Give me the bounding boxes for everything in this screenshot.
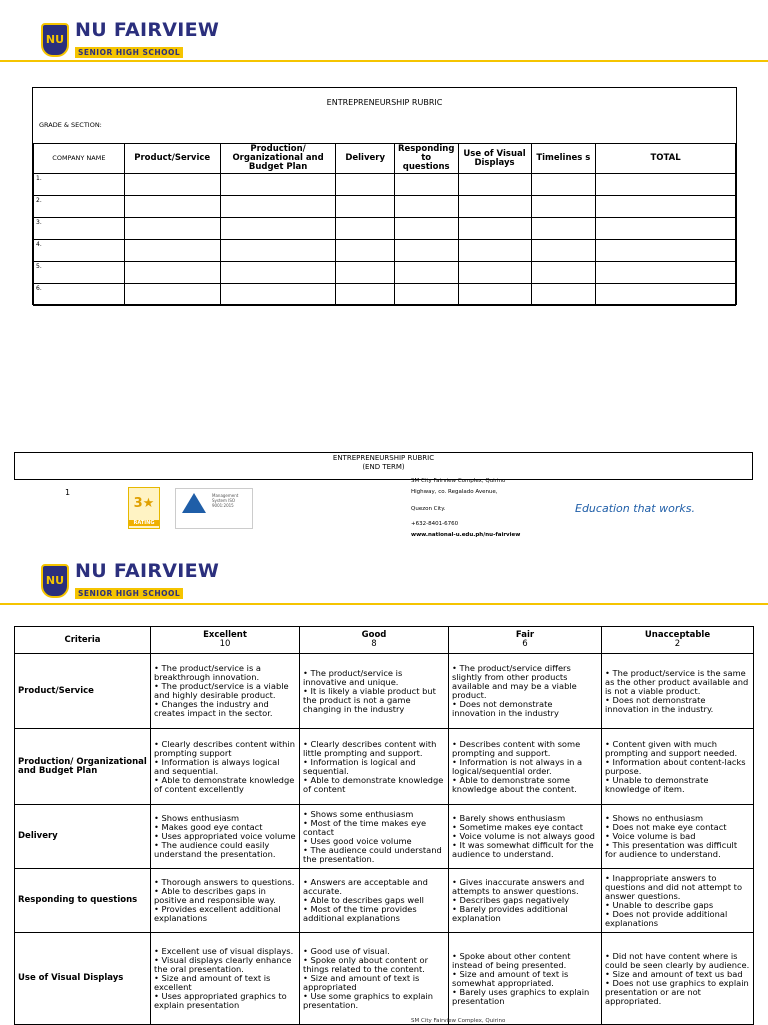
row-number: 4. [34,240,125,262]
rubric-cell: • Describes content with some prompting and support. • Information is not always in a logical/sequential order. • Able to demonstrate some knowledge about the content. [449,729,602,805]
row-number: 5. [34,262,125,284]
rubric-cell: • Barely shows enthusiasm • Sometime makes eye contact • Voice volume is not always good • It was somewhat difficult for the audience to understand. [449,805,602,869]
rubric-cell: • Answers are acceptable and accurate. • Able to describes gaps well • Most of the time provides additional explanations [300,869,449,933]
rubric-cell: • Excellent use of visual displays. • Visual displays clearly enhance the oral presentation. • Size and amount of text is excellent • Uses appropriated graphics to explain presentation [151,933,300,1025]
summary-header-row [34,144,736,174]
tagline: Education that works. [575,502,695,515]
header-delivery: Delivery [336,144,394,174]
rubric-cell: • Shows some enthusiasm • Most of the time makes eye contact • Uses good voice volume • The audience could understand the presentation. [300,805,449,869]
header-rule [0,60,768,62]
rubric-cell: • The product/service differs slightly from other products available and may be a viable product. • Does not demonstrate innovation in the industry [449,654,602,729]
row-number: 6. [34,284,125,306]
logo-name: NU FAIRVIEW [75,560,220,582]
header-good: Good 8 [300,627,449,654]
rubric-cell: • Gives inaccurate answers and attempts to answer questions. • Describes gaps negatively • Barely provides additional explanation [449,869,602,933]
rubric-cell: • Did not have content where is could be seen clearly by audience. • Size and amount of text us bad • Does not use graphics to explain presentation or are not appropriated. [602,933,754,1025]
rubric-row-responding [15,869,754,933]
tuv-triangle-icon [182,493,206,513]
criteria-label: Production/ Organizational and Budget Plan [15,729,151,805]
criteria-label: Delivery [15,805,151,869]
phone-number: +632-8401-6760 [411,521,459,527]
criteria-label: Product/Service [15,654,151,729]
rubric-table [14,626,754,1025]
rubric-cell: • Thorough answers to questions. • Able to describes gaps in positive and responsible way. • Provides excellent additional explanations [151,869,300,933]
footer-address [411,476,541,541]
school-logo [41,561,219,600]
rubric-row-visual-displays [15,933,754,1025]
school-crest-icon: NU [41,564,69,598]
row-number: 3. [34,218,125,240]
rubric-cell: • The product/service is the same as the other product available and is not a viable product. • Does not demonstrate innovation in the industry. [602,654,754,729]
header-production-plan: Production/ Organizational and Budget Plan [220,144,336,174]
summary-table [33,143,736,306]
school-logo [41,20,219,59]
rubric-row-production [15,729,754,805]
rubric-cell: • Spoke about other content instead of being presented. • Size and amount of text is somewhat appropriated. • Barely uses graphics to explain presentation [449,933,602,1025]
table-row [34,262,736,284]
header-responding: Responding to questions [394,144,458,174]
summary-rubric-box [32,87,737,305]
logo-subtitle: SENIOR HIGH SCHOOL [75,588,183,599]
logo-name: NU FAIRVIEW [75,19,220,41]
header-fair: Fair 6 [449,627,602,654]
address-line: SM City Fairview Complex, Quirino [411,478,506,484]
rubric-cell: • Shows enthusiasm • Makes good eye contact • Uses appropriated voice volume • The audience could easily understand the presentation. [151,805,300,869]
rating-label: RATING [129,520,159,526]
header-visual-displays: Use of Visual Displays [458,144,531,174]
footer-address-partial: SM City Fairview Complex, Quirino [411,1018,506,1024]
page-number: 1 [65,488,71,497]
address-line: Quezon City. [411,506,446,512]
rubric-cell: • Clearly describes content with little prompting and support. • Information is logical and sequential. • Able to demonstrate knowledge of content [300,729,449,805]
endterm-title: ENTREPRENEURSHIP RUBRIC [332,454,435,462]
logo-subtitle: SENIOR HIGH SCHOOL [75,47,183,58]
endterm-title-box [14,452,753,480]
rubric-cell: • The product/service is a breakthrough innovation. • The product/service is a viable and highly desirable product. • Changes the industry and creates impact in the sector. [151,654,300,729]
header-company-name: COMPANY NAME [34,144,125,174]
address-line: Highway, co. Regalado Avenue, [411,489,498,495]
rubric-cell: • Good use of visual. • Spoke only about content or things related to the content. • Size and amount of text is appropriated • Use some graphics to explain presentation. [300,933,449,1025]
star-rating-icon: 3★ [133,496,155,511]
endterm-subtitle: (END TERM) [362,463,405,471]
website-link: www.national-u.edu.ph/nu-fairview [411,532,521,538]
rubric-header-row [15,627,754,654]
certification-badge [175,488,253,529]
rubric-cell: • Inappropriate answers to questions and did not attempt to answer questions. • Unable to describe gaps • Does not provide additional explanations [602,869,754,933]
header-rule [0,603,768,605]
summary-title: ENTREPRENEURSHIP RUBRIC [326,98,443,107]
criteria-label: Responding to questions [15,869,151,933]
rubric-cell: • Content given with much prompting and support needed. • Information about content-lacks purpose. • Unable to demonstrate knowledge of item. [602,729,754,805]
header-criteria: Criteria [15,627,151,654]
rubric-cell: • Clearly describes content within prompting support • Information is always logical and sequential. • Able to demonstrate knowledge of content excellently [151,729,300,805]
rubric-row-delivery [15,805,754,869]
table-row [34,284,736,306]
cert-text: Management System ISO 9001:2015 [212,493,239,508]
header-unacceptable: Unacceptable 2 [602,627,754,654]
grade-section-label: GRADE & SECTION: [39,121,102,129]
header-timeliness: Timelines s [531,144,596,174]
rubric-row-product-service [15,654,754,729]
rubric-cell: • The product/service is innovative and unique. • It is likely a viable product but the product is not a game changing in the industry [300,654,449,729]
table-row [34,196,736,218]
header-excellent: Excellent 10 [151,627,300,654]
table-row [34,240,736,262]
rubric-cell: • Shows no enthusiasm • Does not make eye contact • Voice volume is bad • This presentation was difficult for audience to understand. [602,805,754,869]
row-number: 1. [34,174,125,196]
school-crest-icon: NU [41,23,69,57]
criteria-label: Use of Visual Displays [15,933,151,1025]
table-row [34,174,736,196]
header-total: TOTAL [596,144,736,174]
header-product-service: Product/Service [124,144,220,174]
rating-badge [128,487,160,529]
row-number: 2. [34,196,125,218]
table-row [34,218,736,240]
